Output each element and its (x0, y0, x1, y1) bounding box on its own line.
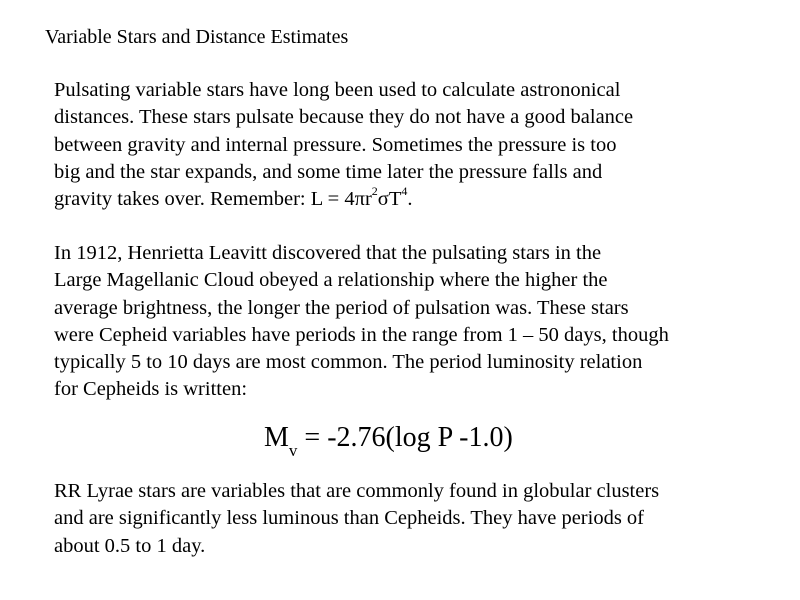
equation-prefix: gravity takes over. Remember: L = 4 (54, 188, 355, 211)
text-line: Large Magellanic Cloud obeyed a relationship where the higher the (54, 269, 608, 292)
text-line: Pulsating variable stars have long been used to calculate astrononical (54, 79, 621, 101)
paragraph-leavitt (54, 240, 669, 404)
text-line: were Cepheid variables have periods in the range from 1 – 50 days, though (54, 323, 669, 346)
sentence-end: . (407, 188, 413, 211)
text-line: distances. These stars pulsate because they do not have a good balance (54, 106, 634, 129)
text-line: about 0.5 to 1 day. (54, 534, 206, 557)
radius-symbol: r (364, 188, 372, 211)
text-line: between gravity and internal pressure. Sometimes the pressure is too (54, 133, 617, 156)
text-line: RR Lyrae stars are variables that are commonly found in globular clusters (54, 480, 660, 502)
text-line: big and the star expands, and some time later the pressure falls and (54, 160, 603, 183)
document-title: Variable Stars and Distance Estimates (45, 26, 349, 48)
temperature-symbol: T (388, 188, 402, 211)
formula-magnitude-symbol: M (264, 422, 289, 453)
formula-expression: = -2.76(log P -1.0) (297, 422, 513, 453)
radius-exponent: 2 (371, 184, 378, 199)
period-luminosity-formula (264, 422, 513, 460)
text-line: for Cepheids is written: (54, 378, 248, 401)
pi-symbol: π (354, 188, 365, 211)
text-line: typically 5 to 10 days are most common. The period luminosity relation (54, 351, 643, 374)
text-line: and are significantly less luminous than Cepheids. They have periods of (54, 507, 645, 530)
text-line: average brightness, the longer the period of pulsation was. These stars (54, 296, 629, 319)
paragraph-rr-lyrae (54, 478, 659, 560)
paragraph-pulsating-stars (54, 77, 633, 213)
formula-subscript: v (288, 441, 298, 460)
sigma-symbol: σ (377, 188, 389, 211)
text-line-luminosity-equation (54, 186, 633, 213)
temperature-exponent: 4 (401, 184, 408, 199)
text-line: In 1912, Henrietta Leavitt discovered that the pulsating stars in the (54, 242, 602, 264)
